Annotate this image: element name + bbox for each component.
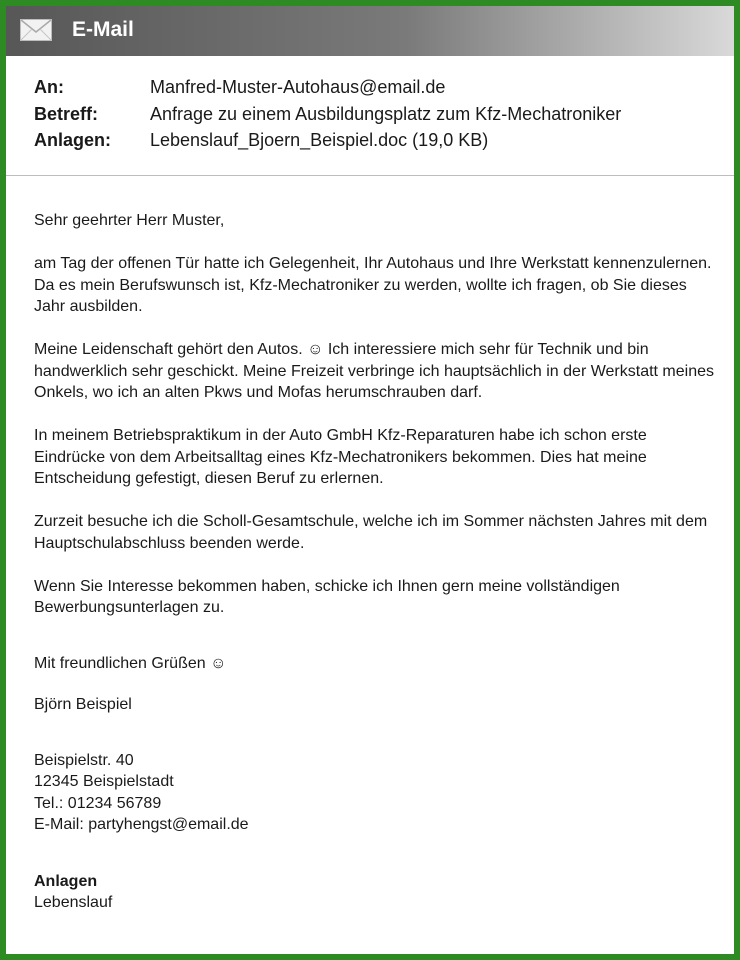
- to-label: An:: [34, 77, 64, 97]
- to-address[interactable]: Manfred-Muster-Autohaus@email.de: [150, 77, 446, 97]
- subject-value: Anfrage zu einem Ausbildungsplatz zum Kfz-Mechatroniker: [150, 103, 622, 124]
- envelope-icon: [20, 19, 52, 41]
- window-title: E-Mail: [72, 18, 134, 41]
- body-paragraph: In meinem Betriebspraktikum in der Auto GmbH Kfz-Reparaturen habe ich schon erste Eindrücke von dem Arbeitsalltag eines Kfz-Mechatronikers bekommen. Dies hat meine Entscheidung gefestigt, diesen Beruf zu erlernen.: [34, 427, 647, 487]
- to-row: [34, 74, 714, 101]
- attachments-row: [34, 127, 714, 154]
- email-body: [34, 210, 714, 914]
- closing: Mit freundlichen Grüßen ☺: [34, 654, 227, 672]
- address-email: E-Mail: partyhengst@email.de: [34, 816, 249, 833]
- body-paragraph: Zurzeit besuche ich die Scholl-Gesamtschule, welche ich im Sommer nächsten Jahres mit dem Hauptschulabschluss beenden werde.: [34, 513, 708, 552]
- email-headers: [34, 74, 714, 154]
- attachments-item: Lebenslauf: [34, 894, 113, 911]
- body-paragraph: am Tag der offenen Tür hatte ich Gelegenheit, Ihr Autohaus und Ihre Werkstatt kennenzulernen. Da es mein Berufswunsch ist, Kfz-Mechatroniker zu werden, wollte ich fragen, ob Sie dieses Jahr ausbilden.: [34, 255, 712, 315]
- subject-label: Betreff:: [34, 103, 99, 124]
- body-paragraph: Meine Leidenschaft gehört den Autos. ☺ Ich interessiere mich sehr für Technik und bin handwerklich sehr geschickt. Meine Freizeit verbringe ich hauptsächlich in der Werkstatt meines Onkels, wo ich an alten Pkws und Mofas herumschrauben darf.: [34, 341, 715, 401]
- salutation: Sehr geehrter Herr Muster,: [34, 212, 225, 229]
- address-street: Beispielstr. 40: [34, 751, 134, 769]
- address-phone: Tel.: 01234 56789: [34, 794, 162, 812]
- attachment-file-link[interactable]: Lebenslauf_Bjoern_Beispiel.doc (19,0 KB): [150, 130, 489, 150]
- signature: Björn Beispiel: [34, 696, 132, 713]
- subject-row: [34, 101, 714, 128]
- title-bar: [6, 6, 734, 56]
- attachments-label: Anlagen:: [34, 130, 112, 150]
- attachments-heading: Anlagen: [34, 872, 98, 890]
- address-city: 12345 Beispielstadt: [34, 773, 174, 790]
- header-divider: [6, 175, 734, 176]
- body-paragraph: Wenn Sie Interesse bekommen haben, schicke ich Ihnen gern meine vollständigen Bewerbungsunterlagen zu.: [34, 577, 620, 616]
